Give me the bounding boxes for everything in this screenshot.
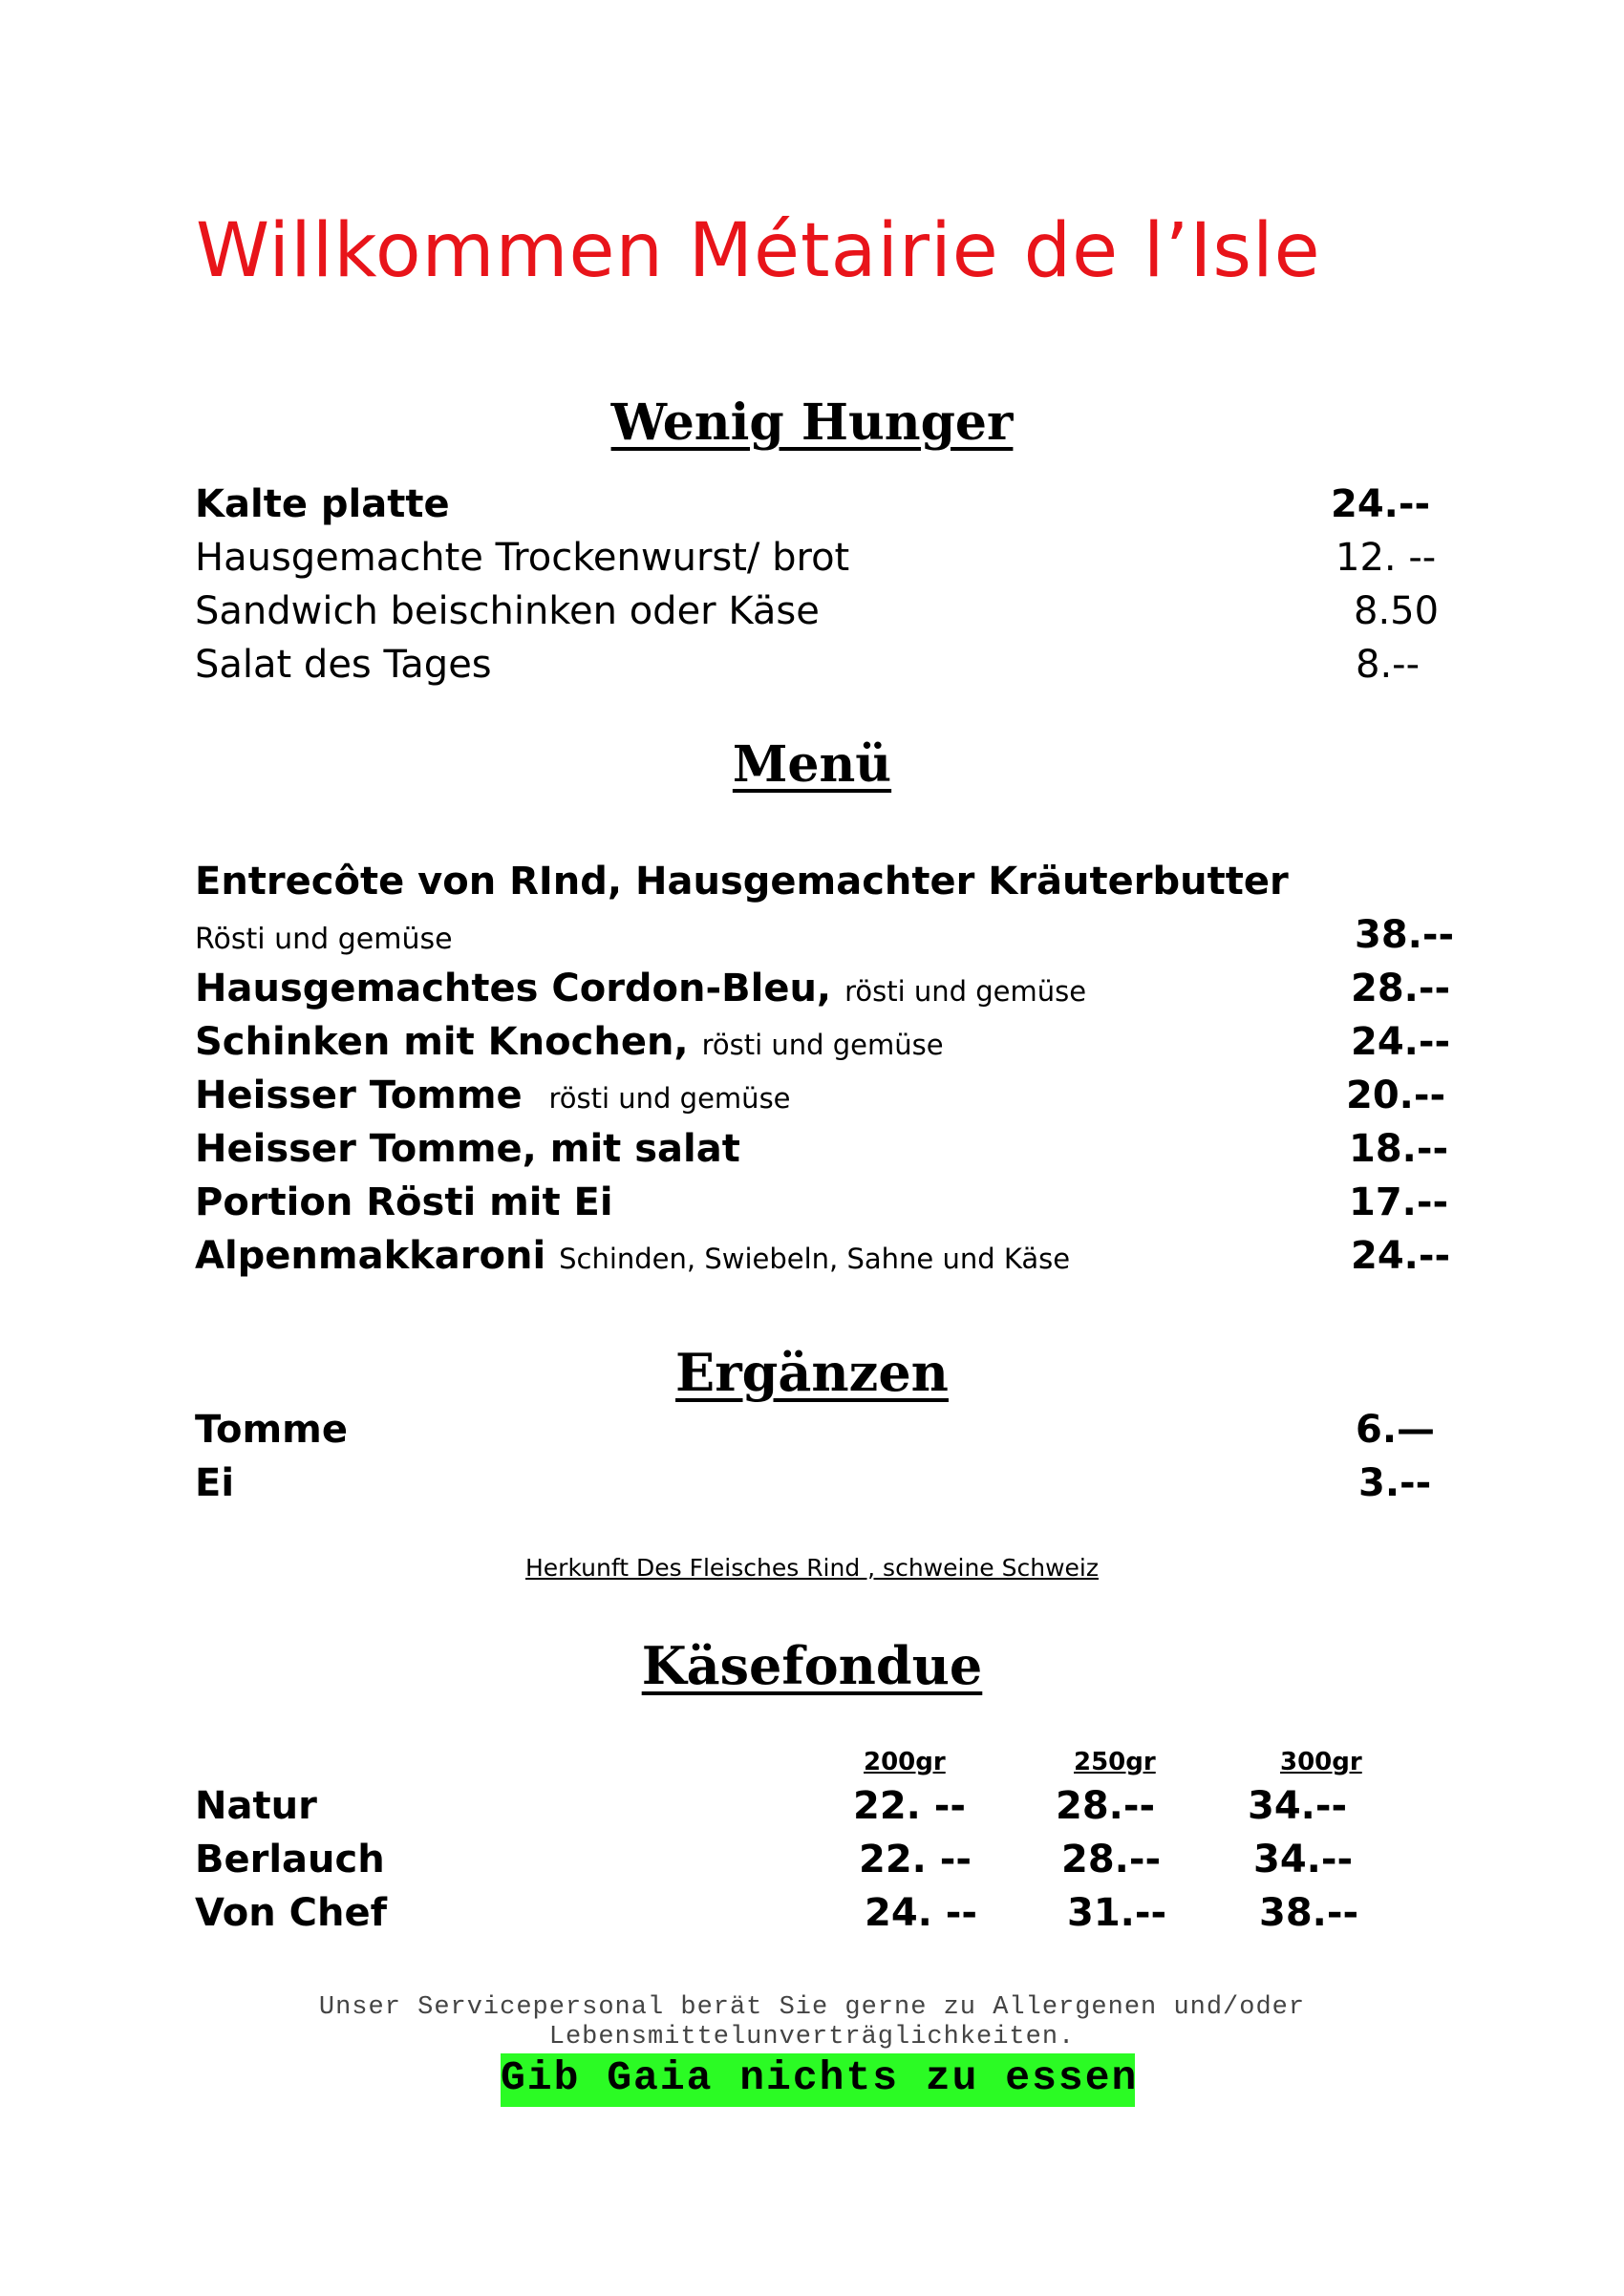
menu-item-name: Kalte platte <box>195 482 450 526</box>
menu-item <box>195 967 1086 1010</box>
size-header: 300gr <box>1280 1748 1362 1776</box>
menu-item-name: Hausgemachtes Cordon-Bleu, <box>195 967 832 1010</box>
fondue-name: Natur <box>195 1784 317 1828</box>
menu-item-name: Hausgemachte Trockenwurst/ brot <box>195 536 850 580</box>
menu-item-price: 6.— <box>1356 1408 1436 1452</box>
menu-item-detail: rösti und gemüse <box>548 1082 791 1115</box>
menu-item-sub: Rösti und gemüse <box>195 923 453 956</box>
menu-item-detail: rösti und gemüse <box>844 975 1087 1008</box>
menu-item-name: Sandwich beischinken oder Käse <box>195 589 820 633</box>
menu-item-name: Tomme <box>195 1408 348 1452</box>
fondue-name: Berlauch <box>195 1838 385 1881</box>
menu-item <box>195 1074 791 1117</box>
menu-item <box>195 1020 944 1064</box>
highlight-text: Gib Gaia nichts zu essen <box>501 2054 1139 2101</box>
menu-item <box>195 1234 1070 1278</box>
menu-item-name: Alpenmakkaroni <box>195 1234 546 1278</box>
menu-item-price: 12. -- <box>1336 536 1437 580</box>
menu-item-name: Ei <box>195 1461 235 1505</box>
menu-item-detail: Schinden, Swiebeln, Sahne und Käse <box>559 1243 1071 1275</box>
menu-item-price: 8.-- <box>1356 643 1421 687</box>
menu-item-price: 24.-- <box>1351 1020 1451 1064</box>
menu-item-detail: rösti und gemüse <box>701 1029 944 1061</box>
menu-item-price: 3.-- <box>1358 1461 1432 1505</box>
menu-item-name: Heisser Tomme, mit salat <box>195 1127 740 1171</box>
fondue-price: 22. -- <box>859 1838 972 1881</box>
fondue-price: 31.-- <box>1067 1891 1167 1935</box>
meat-origin-note: Herkunft Des Fleisches Rind , schweine Schweiz <box>525 1554 1099 1582</box>
section-heading-kasefondue: Käsefondue <box>641 1635 983 1696</box>
section-heading-wenig-hunger: Wenig Hunger <box>610 393 1014 452</box>
section-heading-menu: Menü <box>732 735 892 794</box>
section-heading-erganzen: Ergänzen <box>675 1342 949 1403</box>
menu-item-price: 38.-- <box>1355 913 1455 957</box>
fondue-price: 34.-- <box>1248 1784 1348 1828</box>
menu-item-price: 8.50 <box>1354 589 1440 633</box>
page-title: Willkommen Métairie de l’Isle <box>196 208 1321 294</box>
fondue-price: 34.-- <box>1253 1838 1354 1881</box>
menu-item-price: 17.-- <box>1349 1180 1449 1224</box>
menu-item-price: 20.-- <box>1346 1074 1446 1117</box>
fondue-name: Von Chef <box>195 1891 388 1935</box>
allergen-note-line1: Unser Servicepersonal berät Sie gerne zu Allergenen und/oder <box>318 1993 1306 2022</box>
menu-item-name: Heisser Tomme <box>195 1074 523 1117</box>
allergen-note-line2: Lebensmittelunverträglichkeiten. <box>548 2023 1076 2052</box>
menu-item-name: Entrecôte von RInd, Hausgemachter Kräuterbutter <box>195 860 1289 904</box>
menu-item-name: Salat des Tages <box>195 643 492 687</box>
menu-item-name: Schinken mit Knochen, <box>195 1020 689 1064</box>
fondue-price: 22. -- <box>853 1784 966 1828</box>
fondue-price: 38.-- <box>1259 1891 1359 1935</box>
menu-item-price: 28.-- <box>1351 967 1451 1010</box>
size-header: 200gr <box>864 1748 946 1776</box>
fondue-price: 24. -- <box>865 1891 977 1935</box>
menu-item-price: 24.-- <box>1351 1234 1451 1278</box>
fondue-price: 28.-- <box>1056 1784 1156 1828</box>
menu-item-name: Portion Rösti mit Ei <box>195 1180 613 1224</box>
size-header: 250gr <box>1074 1748 1156 1776</box>
menu-item-price: 18.-- <box>1349 1127 1449 1171</box>
fondue-price: 28.-- <box>1061 1838 1162 1881</box>
menu-item-price: 24.-- <box>1331 482 1431 526</box>
